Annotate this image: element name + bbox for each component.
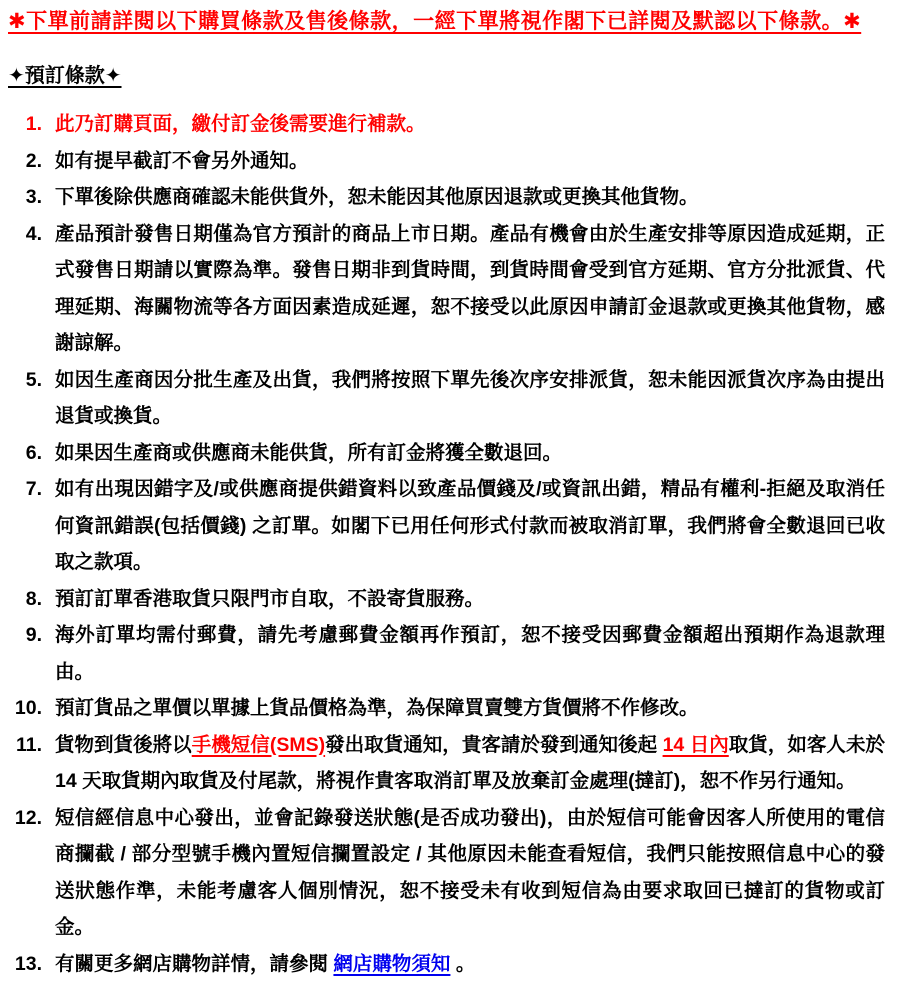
term-text	[55, 617, 885, 690]
term-text-segment: 如因生產商因分批生產及出貨，我們將按照下單先後次序安排派貨，恕未能因派貨次序為由提出退貨或換貨。	[55, 368, 885, 427]
terms-list	[8, 106, 885, 982]
term-number: 9.	[25, 624, 42, 646]
term-item	[8, 143, 885, 180]
term-item	[8, 216, 885, 362]
term-text	[55, 690, 885, 727]
term-text-segment: 預訂貨品之單價以單據上貨品價格為準，為保障買賣雙方貨價將不作修改。	[55, 697, 699, 719]
term-text	[55, 143, 885, 180]
term-text	[55, 471, 885, 581]
term-text-segment: 發出取貨通知，貴客請於發到通知後起	[325, 733, 663, 756]
term-number: 13.	[14, 952, 42, 975]
term-number: 7.	[25, 478, 42, 500]
term-text	[55, 435, 885, 472]
term-text-segment: 短信經信息中心發出，並會記錄發送狀態(是否成功發出)，由於短信可能會因客人所使用的電信商攔截 / 部分型號手機內置短信攔置設定 / 其他原因未能查看短信，我們只能按照信息中心的發送狀態作準，未能考慮客人個別情況，恕不接受未有收到短信為由要求取回已撻訂的貨物或訂金。	[55, 806, 885, 938]
term-text-segment: 如有出現因錯字及/或供應商提供錯資料以致產品價錢及/或資訊出錯，精品有權利-拒絕及取消任何資訊錯誤(包括價錢) 之訂單。如閣下已用任何形式付款而被取消訂單，我們將會全數退回已收取之款項。	[55, 478, 885, 573]
term-text-segment: 如有提早截訂不會另外通知。	[55, 149, 309, 172]
term-text-segment: 下單後除供應商確認未能供貨外，恕未能因其他原因退款或更換其他貨物。	[55, 186, 699, 208]
term-number: 4.	[25, 222, 42, 245]
term-text	[55, 106, 885, 143]
term-text	[55, 179, 885, 216]
term-item	[8, 435, 885, 472]
term-item	[8, 690, 885, 727]
term-number: 6.	[25, 441, 42, 464]
term-number: 1.	[25, 113, 42, 135]
term-text-segment: 貨物到貨後將以	[55, 733, 192, 756]
term-text-segment: 海外訂單均需付郵費，請先考慮郵費金額再作預訂，恕不接受因郵費金額超出預期作為退款理由。	[55, 624, 885, 683]
term-item	[8, 471, 885, 581]
term-item	[8, 179, 885, 216]
term-text	[55, 362, 885, 435]
term-item	[8, 581, 885, 618]
term-item	[8, 362, 885, 435]
term-number: 12.	[14, 806, 42, 829]
term-item	[8, 800, 885, 946]
term-text	[55, 727, 885, 800]
term-text	[55, 216, 885, 362]
term-text-segment: 有關更多網店購物詳情，請參閱	[55, 952, 334, 975]
shop-notice-link[interactable]: 網店購物須知	[333, 952, 451, 975]
term-text-segment: 預訂訂單香港取貨只限門市自取，不設寄貨服務。	[55, 587, 485, 610]
term-text-segment: 取貨，如客人未於 14 天取貨期內取貨及付尾款，將視作貴客取消訂單及放棄訂金處理(撻訂)，恕不作另行通知。	[55, 733, 885, 792]
term-text-segment: 產品預計發售日期僅為官方預計的商品上市日期。產品有機會由於生產安排等原因造成延期，正式發售日期請以實際為準。發售日期非到貨時間，到貨時間會受到官方延期、官方分批派貨、代理延期、海關物流等各方面因素造成延遲，恕不接受以此原因申請訂金退款或更換其他貨物，感謝諒解。	[55, 222, 885, 354]
term-text	[55, 800, 885, 946]
sms-notice-highlight: 手機短信(SMS)	[191, 733, 326, 756]
term-text-segment: 。	[450, 952, 476, 975]
term-text-segment: 此乃訂購頁面，繳付訂金後需要進行補款。	[55, 113, 426, 135]
term-item	[8, 946, 885, 983]
term-number: 10.	[14, 697, 42, 719]
term-number: 3.	[25, 186, 42, 208]
section-title-preorder-terms: ✦預訂條款✦	[8, 65, 122, 87]
term-number: 2.	[25, 149, 42, 172]
term-item	[8, 106, 885, 143]
term-number: 8.	[25, 587, 42, 610]
term-number: 5.	[25, 368, 42, 391]
term-text-segment: 如果因生產商或供應商未能供貨，所有訂金將獲全數退回。	[55, 441, 563, 464]
pickup-deadline-highlight: 14 日內	[662, 733, 729, 756]
term-text	[55, 946, 885, 983]
pre-order-warning-header: ✱下單前請詳閱以下購買條款及售後條款，一經下單將視作閣下已詳閱及默認以下條款。✱	[8, 10, 862, 33]
term-item	[8, 727, 885, 800]
term-text	[55, 581, 885, 618]
term-number: 11.	[15, 733, 42, 756]
term-item	[8, 617, 885, 690]
